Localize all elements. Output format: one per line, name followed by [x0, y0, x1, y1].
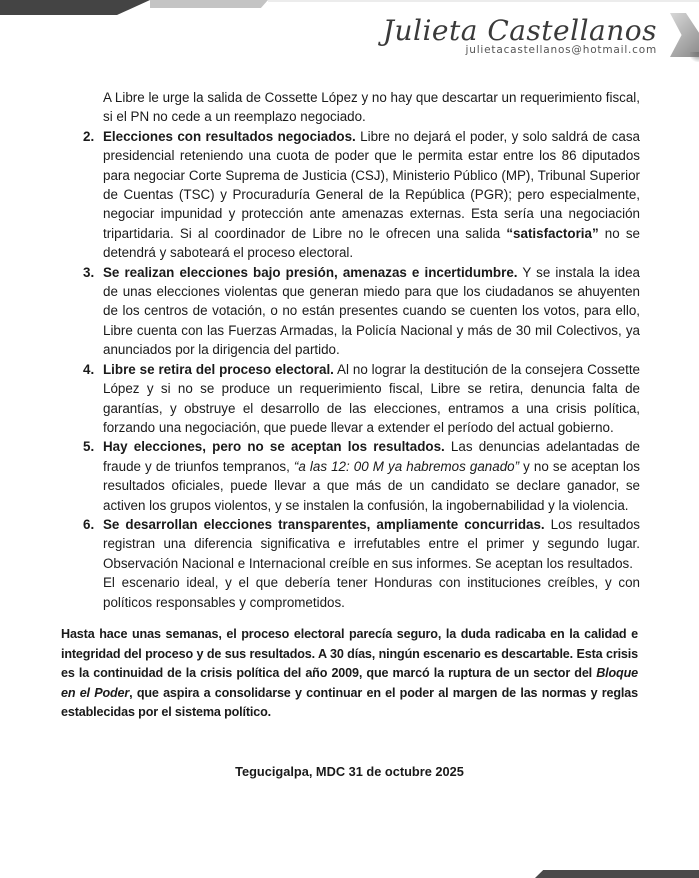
item-number: 2.: [83, 128, 95, 144]
item-1-continuation: A Libre le urge la salida de Cossette López y no hay que descartar un requerimiento fiscal, si el PN no cede a un reemplazo negociado.: [103, 90, 640, 125]
footer-band-dark: [535, 870, 699, 878]
item-body: Libre no dejará el poder, y solo saldrá de casa presidencial reteniendo una cuota de poder que le permita estar entre los 86 diputados para negociar Corte Suprema de Justicia (CSJ), Ministerio Público (MP), Tribunal Superior de Cuentas (TSC) y Procuraduría General de la República (PGR); pero especialmente, negociar impunidad y protección ante amenazas externas. Esta sería una negociación tripartidaria. Si al coordinador de Libre no le ofrecen una salida: [103, 128, 640, 241]
item-title: Elecciones con resultados negociados.: [103, 128, 356, 144]
item-number: 6.: [83, 516, 95, 532]
item-title: Libre se retira del proceso electoral.: [103, 361, 334, 377]
closing-paragraph: [61, 625, 638, 723]
place-date-signoff: Tegucigalpa, MDC 31 de octubre 2025: [235, 764, 464, 779]
logo-email: julietacastellanos@hotmail.com: [465, 44, 657, 56]
header-band-light: [150, 0, 268, 8]
closing-text-end: , que aspira a consolidarse y continuar en el poder al margen de las normas y reglas establecidas por el sistema político.: [61, 685, 638, 720]
item-number: 4.: [83, 361, 95, 377]
header-band-strip: [268, 0, 699, 2]
item-body: Las denuncias adelantadas de fraude y de triunfos tempranos,: [103, 439, 640, 474]
item-title: Se realizan elecciones bajo presión, amenazas e incertidumbre.: [103, 264, 518, 280]
chevron-decoration-icon: [670, 13, 699, 57]
item-body: Y se instala la idea de unas elecciones violentas que generan miedo para que los ciudadanos se ahuyenten de los centros de votación, o no están presentes cuando se cuenten los votos, para ello, Libre cuenta con las Fuerzas Armadas, la Policía Nacional y más de 30 mil Colectivos, ya anunciados por la dirigencia del partido.: [103, 264, 640, 358]
logo-name: Julieta Castellanos: [382, 14, 657, 47]
item-emphasis: “satisfactoria”: [506, 225, 599, 241]
item-extra-paragraph: El escenario ideal, y el que debería tener Honduras con instituciones creíbles, y con políticos responsables y comprometidos.: [103, 575, 640, 610]
closing-italic: Bloque en el Poder: [61, 666, 638, 700]
item-quote: “a las 12: 00 M ya habremos ganado”: [293, 458, 520, 474]
list-item: [83, 360, 640, 438]
item-body-end: no se detendrá y saboteará el proceso electoral.: [103, 225, 640, 261]
item-number: 5.: [83, 439, 95, 455]
list-item: [83, 127, 640, 263]
closing-text: Hasta hace unas semanas, el proceso electoral parecía seguro, la duda radicaba en la calidad e integridad del proceso y de sus resultados. A 30 días, ningún escenario es descartable. Esta crisis es la continuidad de la crisis política del año 2009, que marcó la ruptura de un sector del: [61, 627, 638, 681]
item-title: Hay elecciones, pero no se aceptan los resultados.: [103, 439, 445, 455]
list-item: [83, 437, 640, 515]
item-body: Al no lograr la destitución de la consejera Cossette López y si no se produce un requerimiento fiscal, Libre se retira, denuncia falta de garantías, y obstruye el desarrollo de las elecciones, entramos a una crisis política, forzando una negociación, que puede llevar a extender el período del actual gobierno.: [103, 361, 640, 435]
list-item: [83, 263, 640, 360]
item-title: Se desarrollan elecciones transparentes, ampliamente concurridas.: [103, 516, 545, 532]
header-band-dark: [0, 0, 150, 15]
scenario-list: [83, 127, 640, 612]
chevron-shadow: [690, 52, 699, 62]
list-item: [83, 515, 640, 612]
item-number: 3.: [83, 264, 95, 280]
item-body: Los resultados registran una diferencia significativa e irrefutables entre el primer y segundo lugar. Observación Nacional e Internacional creíble en sus informes. Se aceptan los resultados.: [103, 516, 640, 571]
item-body-end: y no se aceptan los resultados oficiales, puede llevar a que más de un candidato se declare ganador, se activen los grupos violentos, y se instalen la confusión, la ingobernabilidad y la violencia.: [103, 458, 640, 513]
scenario-list-section: [83, 88, 640, 612]
letterhead-logo: [383, 16, 657, 56]
